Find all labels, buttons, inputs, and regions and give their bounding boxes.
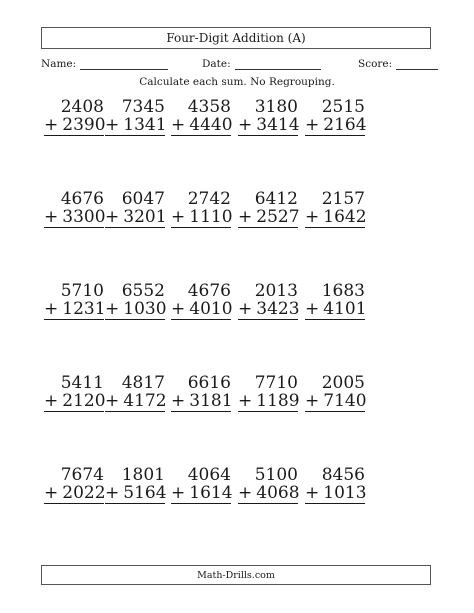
date-field[interactable] bbox=[202, 58, 321, 70]
name-label: Name: bbox=[41, 58, 77, 70]
bottom-addend: 1231 bbox=[62, 299, 106, 319]
plus-sign: + bbox=[171, 115, 186, 135]
plus-sign: + bbox=[105, 483, 120, 503]
top-addend: 3180 bbox=[254, 97, 298, 117]
bottom-addend: 7140 bbox=[323, 391, 367, 411]
top-addend: 7710 bbox=[254, 373, 298, 393]
bottom-addend-line bbox=[105, 208, 165, 228]
bottom-addend: 5164 bbox=[123, 483, 167, 503]
score-blank-line[interactable] bbox=[396, 58, 438, 70]
addition-problem bbox=[171, 374, 231, 412]
plus-sign: + bbox=[238, 115, 253, 135]
bottom-addend: 1189 bbox=[256, 391, 300, 411]
worksheet-title: Four-Digit Addition (A) bbox=[166, 31, 306, 45]
footer-site: Math-Drills.com bbox=[197, 569, 275, 581]
bottom-addend-line bbox=[238, 300, 298, 320]
plus-sign: + bbox=[44, 115, 59, 135]
addition-problem bbox=[105, 374, 165, 412]
bottom-addend: 3201 bbox=[123, 207, 167, 227]
bottom-addend: 4440 bbox=[189, 115, 233, 135]
top-addend: 4676 bbox=[187, 281, 231, 301]
addition-problem bbox=[238, 282, 298, 320]
addition-problem bbox=[44, 98, 104, 136]
addition-problem bbox=[44, 282, 104, 320]
name-field[interactable] bbox=[41, 58, 168, 70]
addition-problem bbox=[238, 190, 298, 228]
bottom-addend-line bbox=[171, 392, 231, 412]
addition-problem bbox=[238, 98, 298, 136]
bottom-addend-line bbox=[105, 116, 165, 136]
name-blank-line[interactable] bbox=[80, 58, 168, 70]
addition-problem bbox=[171, 98, 231, 136]
plus-sign: + bbox=[305, 299, 320, 319]
bottom-addend: 2120 bbox=[62, 391, 106, 411]
top-addend: 4358 bbox=[187, 97, 231, 117]
top-addend: 6412 bbox=[254, 189, 298, 209]
top-addend: 7345 bbox=[121, 97, 165, 117]
plus-sign: + bbox=[44, 299, 59, 319]
addition-problem bbox=[305, 190, 365, 228]
addition-problem bbox=[305, 282, 365, 320]
addition-problem bbox=[171, 466, 231, 504]
bottom-addend-line bbox=[171, 208, 231, 228]
bottom-addend-line bbox=[44, 116, 104, 136]
plus-sign: + bbox=[305, 115, 320, 135]
top-addend: 4676 bbox=[60, 189, 104, 209]
bottom-addend: 1341 bbox=[123, 115, 167, 135]
top-addend: 1801 bbox=[121, 465, 165, 485]
top-addend: 2157 bbox=[321, 189, 365, 209]
bottom-addend-line bbox=[238, 116, 298, 136]
bottom-addend: 2164 bbox=[323, 115, 367, 135]
top-addend: 2013 bbox=[254, 281, 298, 301]
bottom-addend-line bbox=[44, 392, 104, 412]
bottom-addend-line bbox=[44, 208, 104, 228]
addition-problem bbox=[238, 466, 298, 504]
top-addend: 2005 bbox=[321, 373, 365, 393]
bottom-addend-line bbox=[105, 484, 165, 504]
top-addend: 2742 bbox=[187, 189, 231, 209]
plus-sign: + bbox=[44, 207, 59, 227]
addition-problem bbox=[105, 190, 165, 228]
top-addend: 4064 bbox=[187, 465, 231, 485]
bottom-addend: 4068 bbox=[256, 483, 300, 503]
top-addend: 2408 bbox=[60, 97, 104, 117]
bottom-addend: 4010 bbox=[189, 299, 233, 319]
addition-problem bbox=[44, 190, 104, 228]
bottom-addend: 4172 bbox=[123, 391, 167, 411]
top-addend: 6047 bbox=[121, 189, 165, 209]
top-addend: 1683 bbox=[321, 281, 365, 301]
score-field[interactable] bbox=[358, 58, 438, 70]
plus-sign: + bbox=[171, 207, 186, 227]
bottom-addend-line bbox=[305, 484, 365, 504]
plus-sign: + bbox=[305, 483, 320, 503]
top-addend: 7674 bbox=[60, 465, 104, 485]
bottom-addend-line bbox=[171, 484, 231, 504]
bottom-addend-line bbox=[305, 392, 365, 412]
top-addend: 5100 bbox=[254, 465, 298, 485]
plus-sign: + bbox=[44, 391, 59, 411]
plus-sign: + bbox=[305, 391, 320, 411]
bottom-addend: 3300 bbox=[62, 207, 106, 227]
bottom-addend-line bbox=[44, 484, 104, 504]
bottom-addend-line bbox=[238, 392, 298, 412]
top-addend: 5411 bbox=[60, 373, 104, 393]
top-addend: 5710 bbox=[60, 281, 104, 301]
bottom-addend-line bbox=[105, 300, 165, 320]
addition-problem bbox=[105, 282, 165, 320]
bottom-addend: 2527 bbox=[256, 207, 300, 227]
top-addend: 2515 bbox=[321, 97, 365, 117]
top-addend: 6552 bbox=[121, 281, 165, 301]
top-addend: 4817 bbox=[121, 373, 165, 393]
bottom-addend: 3181 bbox=[189, 391, 233, 411]
instructions: Calculate each sum. No Regrouping. bbox=[139, 76, 335, 88]
plus-sign: + bbox=[171, 483, 186, 503]
bottom-addend: 2390 bbox=[62, 115, 106, 135]
plus-sign: + bbox=[105, 299, 120, 319]
addition-problem bbox=[305, 466, 365, 504]
bottom-addend: 1110 bbox=[189, 207, 233, 227]
plus-sign: + bbox=[105, 115, 120, 135]
addition-problem bbox=[105, 98, 165, 136]
bottom-addend-line bbox=[105, 392, 165, 412]
addition-problem bbox=[44, 374, 104, 412]
bottom-addend-line bbox=[305, 300, 365, 320]
addition-problem bbox=[305, 98, 365, 136]
bottom-addend: 1642 bbox=[323, 207, 367, 227]
addition-problem bbox=[44, 466, 104, 504]
plus-sign: + bbox=[238, 483, 253, 503]
footer-box bbox=[41, 565, 431, 585]
top-addend: 6616 bbox=[187, 373, 231, 393]
plus-sign: + bbox=[105, 391, 120, 411]
bottom-addend-line bbox=[238, 208, 298, 228]
student-info-row bbox=[0, 58, 474, 74]
bottom-addend: 1030 bbox=[123, 299, 167, 319]
bottom-addend: 4101 bbox=[323, 299, 367, 319]
bottom-addend-line bbox=[305, 208, 365, 228]
bottom-addend: 3423 bbox=[256, 299, 300, 319]
addition-problem bbox=[105, 466, 165, 504]
bottom-addend-line bbox=[171, 300, 231, 320]
bottom-addend: 3414 bbox=[256, 115, 300, 135]
plus-sign: + bbox=[238, 207, 253, 227]
bottom-addend: 1614 bbox=[189, 483, 233, 503]
plus-sign: + bbox=[105, 207, 120, 227]
bottom-addend: 1013 bbox=[323, 483, 367, 503]
plus-sign: + bbox=[171, 299, 186, 319]
plus-sign: + bbox=[171, 391, 186, 411]
date-blank-line[interactable] bbox=[235, 58, 321, 70]
plus-sign: + bbox=[238, 391, 253, 411]
plus-sign: + bbox=[305, 207, 320, 227]
plus-sign: + bbox=[238, 299, 253, 319]
plus-sign: + bbox=[44, 483, 59, 503]
bottom-addend: 2022 bbox=[62, 483, 106, 503]
addition-problem bbox=[171, 190, 231, 228]
addition-problem bbox=[305, 374, 365, 412]
date-label: Date: bbox=[202, 58, 231, 70]
bottom-addend-line bbox=[305, 116, 365, 136]
addition-problem bbox=[238, 374, 298, 412]
score-label: Score: bbox=[358, 58, 393, 70]
addition-problem bbox=[171, 282, 231, 320]
bottom-addend-line bbox=[238, 484, 298, 504]
worksheet-title-box bbox=[41, 27, 431, 49]
top-addend: 8456 bbox=[321, 465, 365, 485]
bottom-addend-line bbox=[171, 116, 231, 136]
bottom-addend-line bbox=[44, 300, 104, 320]
